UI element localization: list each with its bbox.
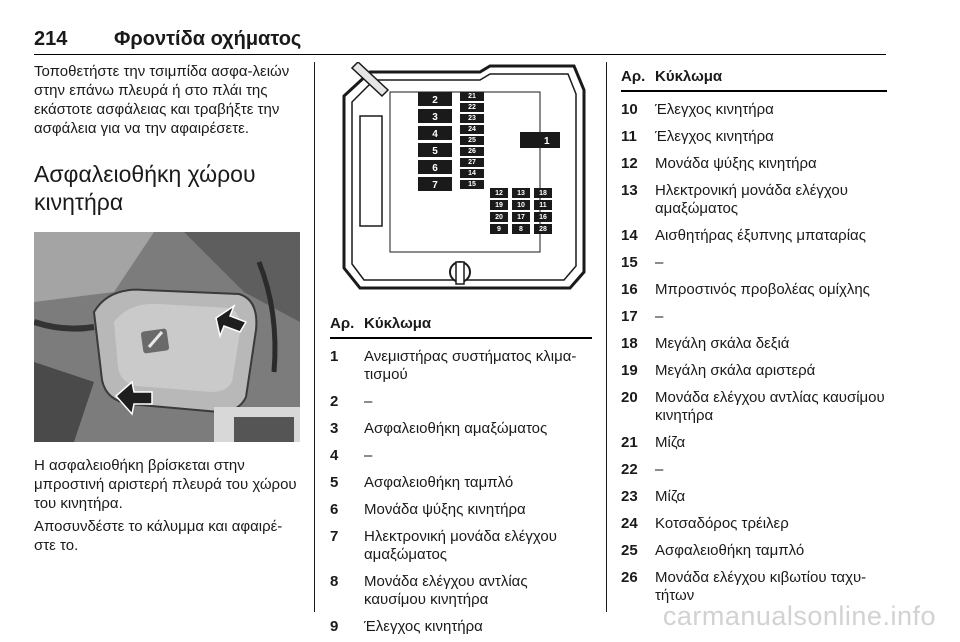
fuse-label: 8 xyxy=(519,226,523,233)
fuse-label: 10 xyxy=(517,202,525,209)
fuse-circuit: Ηλεκτρονική μονάδα ελέγχου αμαξώματος xyxy=(364,528,557,563)
fuse-circuit: Έλεγχος κινητήρα xyxy=(364,618,483,635)
table-row xyxy=(621,335,887,353)
table-row xyxy=(330,393,592,411)
intro-text: Τοποθετήστε την τσιμπίδα ασφα-λειών στην επάνω πλευρά ή στο πλάι της εκάστοτε ασφάλειας και τραβήξτε την ασφάλεια για να την αφαιρέσετε. xyxy=(34,63,290,137)
fuse-label: 27 xyxy=(468,159,476,166)
fuse-label: 5 xyxy=(432,146,438,157)
fuse-number: 17 xyxy=(621,308,638,325)
fuse-number: 1 xyxy=(330,348,339,365)
fuse-number: 25 xyxy=(621,542,638,559)
fuse-label: 17 xyxy=(517,214,525,221)
fuse-box-diagram xyxy=(330,62,592,302)
fuse-label: 26 xyxy=(468,148,476,155)
engine-compartment-photo xyxy=(34,232,300,442)
fuse-label: 13 xyxy=(517,190,525,197)
fuse-circuit: Ασφαλειοθήκη ταμπλό xyxy=(364,474,514,491)
table-row xyxy=(330,447,592,465)
fuse-number: 20 xyxy=(621,389,638,406)
header-circuit: Κύκλωμα xyxy=(364,315,432,332)
fuse-slot xyxy=(520,132,560,148)
table-row xyxy=(621,461,887,479)
table-row xyxy=(621,488,887,506)
fuse-number: 4 xyxy=(330,447,339,464)
middle-column xyxy=(330,62,592,636)
fuse-label: 15 xyxy=(468,181,476,188)
fuse-table-part-2 xyxy=(621,101,887,605)
fuse-circuit: Ηλεκτρονική μονάδα ελέγχου αμαξώματος xyxy=(655,182,848,217)
fuse-label: 20 xyxy=(495,214,503,221)
page-number: 214 xyxy=(34,28,68,50)
fuse-label: 22 xyxy=(468,104,476,111)
fuse-circuit: Αισθητήρας έξυπνης μπαταρίας xyxy=(655,227,866,244)
fuse-circuit: Μεγάλη σκάλα αριστερά xyxy=(655,362,816,379)
fuse-label: 2 xyxy=(432,95,438,106)
fuse-label: 18 xyxy=(539,190,547,197)
fuse-circuit: Μονάδα ψύξης κινητήρα xyxy=(655,155,817,172)
table-row xyxy=(621,542,887,560)
fuse-number: 15 xyxy=(621,254,638,271)
fuse-label: 1 xyxy=(544,136,550,147)
fuse-number: 13 xyxy=(621,182,638,199)
table-row xyxy=(621,101,887,119)
header-no: Αρ. xyxy=(621,68,646,85)
column-divider xyxy=(314,62,315,612)
fuse-circuit: Μονάδα ελέγχου κιβωτίου ταχυ-τήτων xyxy=(655,569,867,604)
fuse-label: 25 xyxy=(468,137,476,144)
fuse-number: 22 xyxy=(621,461,638,478)
fuse-label: 19 xyxy=(495,202,503,209)
table-row xyxy=(621,128,887,146)
table-row xyxy=(621,182,887,218)
table-row xyxy=(621,362,887,380)
fuse-number: 14 xyxy=(621,227,638,244)
fuse-number: 24 xyxy=(621,515,638,532)
fuse-circuit: – xyxy=(655,308,664,325)
table-row xyxy=(621,254,887,272)
column-divider xyxy=(606,62,607,612)
table-row xyxy=(330,420,592,438)
page-title: Φροντίδα οχήματος xyxy=(114,28,302,50)
fuse-circuit: Μεγάλη σκάλα δεξιά xyxy=(655,335,790,352)
engine-photo-illustration xyxy=(34,232,300,442)
fuse-number: 6 xyxy=(330,501,339,518)
fuse-number: 23 xyxy=(621,488,638,505)
fuse-circuit: Μίζα xyxy=(655,434,686,451)
table-row xyxy=(621,515,887,533)
caption-remove-cover: Αποσυνδέστε το κάλυμμα και αφαιρέ-στε το. xyxy=(34,518,283,554)
fuse-label: 28 xyxy=(539,226,547,233)
right-column xyxy=(621,62,887,605)
fuse-circuit: Ανεμιστήρας συστήματος κλιμα-τισμού xyxy=(364,348,577,383)
fuse-circuit: Μονάδα ελέγχου αντλίας καυσίμου κινητήρα xyxy=(655,389,885,424)
table-row xyxy=(330,348,592,384)
fuse-number: 8 xyxy=(330,573,339,590)
fuse-circuit: Έλεγχος κινητήρα xyxy=(655,101,774,118)
fuse-label: 12 xyxy=(495,190,503,197)
table-row xyxy=(621,434,887,452)
fuse-number: 18 xyxy=(621,335,638,352)
fuse-label: 11 xyxy=(539,202,547,209)
fuse-circuit: – xyxy=(364,447,373,464)
fuse-circuit: Έλεγχος κινητήρα xyxy=(655,128,774,145)
fuse-circuit: Μίζα xyxy=(655,488,686,505)
fuse-number: 11 xyxy=(621,128,637,145)
table-row xyxy=(330,528,592,564)
table-row xyxy=(330,618,592,636)
fuse-circuit: – xyxy=(655,254,664,271)
fuse-number: 3 xyxy=(330,420,339,437)
fuse-label: 7 xyxy=(432,180,438,191)
header-no: Αρ. xyxy=(330,315,355,332)
table-row xyxy=(330,573,592,609)
fuse-circuit: Μπροστινός προβολέας ομίχλης xyxy=(655,281,870,298)
fuse-table-part-1 xyxy=(330,348,592,636)
fuse-label: 4 xyxy=(432,129,438,140)
fuse-circuit: Κοτσαδόρος τρέιλερ xyxy=(655,515,789,532)
fuse-circuit: – xyxy=(364,393,373,410)
fuse-label: 3 xyxy=(432,112,438,123)
header-circuit: Κύκλωμα xyxy=(655,68,723,85)
fuse-number: 16 xyxy=(621,281,638,298)
table-row xyxy=(330,501,592,519)
fuse-number: 9 xyxy=(330,618,339,635)
fuse-number: 2 xyxy=(330,393,339,410)
page-header xyxy=(34,24,886,55)
fuse-label: 14 xyxy=(468,170,476,177)
caption-location: Η ασφαλειοθήκη βρίσκεται στην μπροστινή αριστερή πλευρά του χώρου του κινητήρα. xyxy=(34,457,297,512)
table-row xyxy=(621,308,887,326)
fuse-label: 21 xyxy=(468,93,476,100)
table-row xyxy=(621,227,887,245)
fuse-number: 5 xyxy=(330,474,339,491)
fuse-label: 24 xyxy=(468,126,476,133)
table-row xyxy=(330,474,592,492)
fuse-circuit: Ασφαλειοθήκη αμαξώματος xyxy=(364,420,548,437)
fuse-label: 9 xyxy=(497,226,501,233)
fuse-number: 26 xyxy=(621,569,638,586)
table-header xyxy=(621,68,887,92)
fuse-label: 16 xyxy=(539,214,547,221)
table-row xyxy=(621,155,887,173)
fuse-number: 12 xyxy=(621,155,638,172)
fuse-number: 7 xyxy=(330,528,339,545)
fuse-circuit: – xyxy=(655,461,664,478)
fuse-number: 10 xyxy=(621,101,638,118)
fuse-number: 21 xyxy=(621,434,638,451)
table-row xyxy=(621,569,887,605)
fuse-number: 19 xyxy=(621,362,638,379)
fuse-label: 6 xyxy=(432,163,438,174)
fuse-circuit: Μονάδα ελέγχου αντλίας καυσίμου κινητήρα xyxy=(364,573,528,608)
table-header xyxy=(330,315,592,339)
watermark: carmanualsonline.info xyxy=(662,601,936,631)
left-column xyxy=(34,62,300,555)
fuse-circuit: Ασφαλειοθήκη ταμπλό xyxy=(655,542,805,559)
section-title: Ασφαλειοθήκη χώρου κινητήρα xyxy=(34,161,256,215)
table-row xyxy=(621,389,887,425)
fuse-label: 23 xyxy=(468,115,476,122)
table-row xyxy=(621,281,887,299)
fuse-circuit: Μονάδα ψύξης κινητήρα xyxy=(364,501,526,518)
